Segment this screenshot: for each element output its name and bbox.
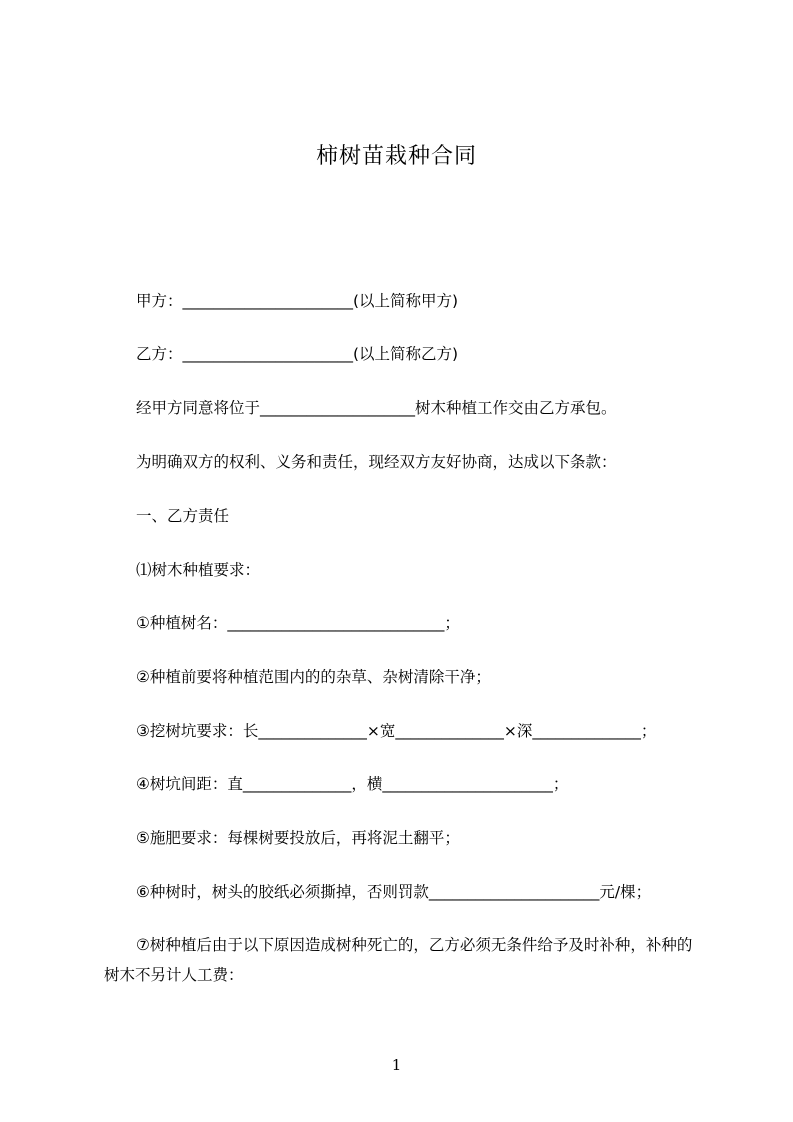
location-line: 经甲方同意将位于____________________树木种植工作交由乙方承包。 — [136, 399, 617, 417]
clause-tape-removal: ⑥种树时，树头的胶纸必须撕掉，否则罚款______________________元/棵； — [136, 883, 652, 901]
party-b-line: 乙方：______________________(以上简称乙方) — [136, 345, 459, 363]
subsection-planting-requirements: ⑴树木种植要求： — [136, 561, 261, 579]
clause-tree-name: ①种植树名：____________________________； — [136, 614, 460, 632]
clause-weed-clearing: ②种植前要将种植范围内的的杂草、杂树清除干净； — [136, 668, 491, 686]
page-title: 柿树苗栽种合同 — [315, 144, 477, 169]
clause-replanting: ⑦树种植后由于以下原因造成树种死亡的，乙方必须无条件给予及时补种，补种的树木不另计人工费： — [104, 936, 693, 984]
party-a-line: 甲方：______________________(以上简称甲方) — [136, 292, 459, 310]
clause-pit-spacing: ④树坑间距：直______________，横______________________； — [136, 775, 569, 793]
section-heading-party-b: 一、乙方责任 — [136, 507, 230, 525]
clause-fertilizing: ⑤施肥要求：每棵树要投放后，再将泥土翻平； — [136, 829, 460, 847]
page-number: 1 — [391, 1056, 402, 1074]
clause-pit-dimensions: ③挖树坑要求：长______________×宽______________×深______________； — [136, 722, 657, 740]
preamble-line: 为明确双方的权利、义务和责任，现经双方友好协商，达成以下条款： — [136, 453, 617, 471]
